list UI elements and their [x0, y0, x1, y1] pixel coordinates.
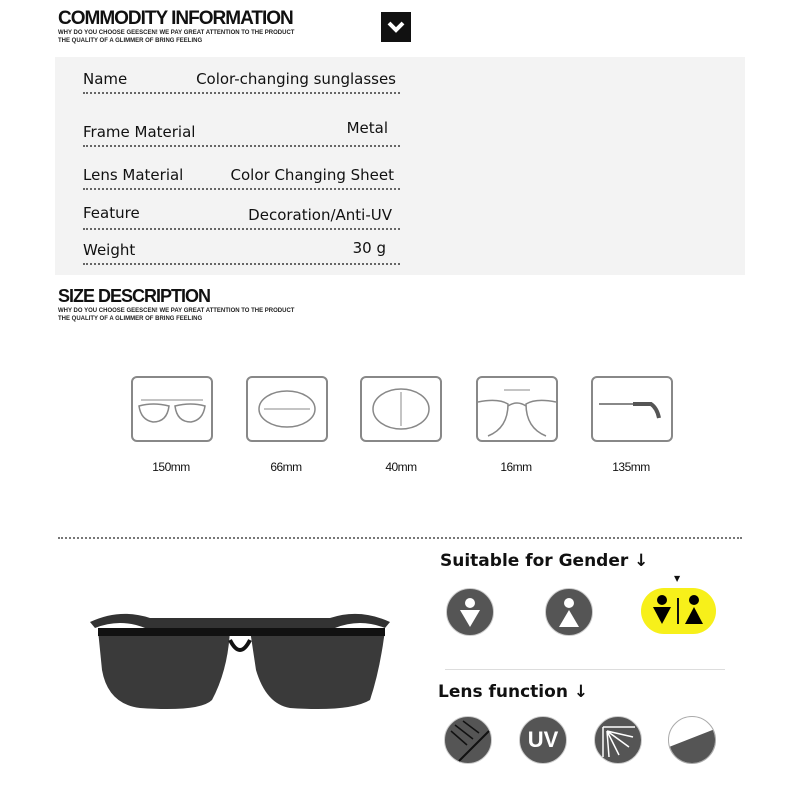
row-label: Frame Material [83, 123, 196, 141]
gender-title: Suitable for Gender ↓ [440, 551, 649, 571]
table-row [83, 168, 400, 190]
dimension-label: 66mm [270, 460, 302, 474]
lens-width-icon [246, 376, 328, 442]
commodity-subtitle [58, 29, 294, 45]
row-label: Feature [83, 204, 140, 222]
subtitle-line: THE QUALITY OF A GLIMMER OF BRING FEELING [58, 38, 203, 44]
row-label: Lens Material [83, 166, 184, 184]
row-value: Color Changing Sheet [230, 166, 394, 184]
table-row [83, 239, 400, 265]
chevron-down-icon [381, 12, 411, 42]
total-width-icon [131, 376, 213, 442]
table-row [83, 72, 400, 94]
light-icon [594, 716, 642, 764]
polarized-icon [444, 716, 492, 764]
table-row [83, 119, 400, 147]
commodity-title: COMMODITY INFORMATION [58, 8, 293, 29]
photochromic-icon [668, 716, 716, 764]
size-title: SIZE DESCRIPTION [58, 286, 211, 306]
lens-title: Lens function ↓ [438, 682, 589, 702]
dimension-label: 40mm [385, 460, 417, 474]
subtitle-line: WHY DO YOU CHOOSE GEESCEN! WE PAY GREAT ATTENTION TO THE PRODUCT [58, 30, 295, 36]
section-divider [58, 537, 742, 539]
row-value: Decoration/Anti-UV [248, 206, 392, 224]
female-icon [545, 588, 593, 636]
row-label: Weight [83, 241, 136, 259]
bridge-width-icon [476, 376, 558, 442]
dimension-label: 16mm [500, 460, 532, 474]
lens-height-icon [360, 376, 442, 442]
dimension-label: 135mm [612, 460, 650, 474]
uv-icon: UV [519, 716, 567, 764]
subtitle-line: WHY DO YOU CHOOSE GEESCEN! WE PAY GREAT ATTENTION TO THE PRODUCT [58, 308, 295, 314]
selected-marker-icon: ▼ [674, 574, 681, 583]
row-label: Name [83, 70, 128, 88]
temple-length-icon [591, 376, 673, 442]
row-value: 30 g [352, 239, 386, 257]
sunglasses-image [80, 600, 400, 724]
row-value: Color-changing sunglasses [196, 70, 396, 88]
table-row [83, 204, 400, 230]
row-value: Metal [346, 119, 388, 137]
gender-divider [445, 669, 725, 670]
male-icon [446, 588, 494, 636]
size-subtitle [58, 307, 294, 323]
unisex-icon [641, 588, 716, 634]
dimension-label: 150mm [152, 460, 190, 474]
subtitle-line: THE QUALITY OF A GLIMMER OF BRING FEELING [58, 316, 203, 322]
